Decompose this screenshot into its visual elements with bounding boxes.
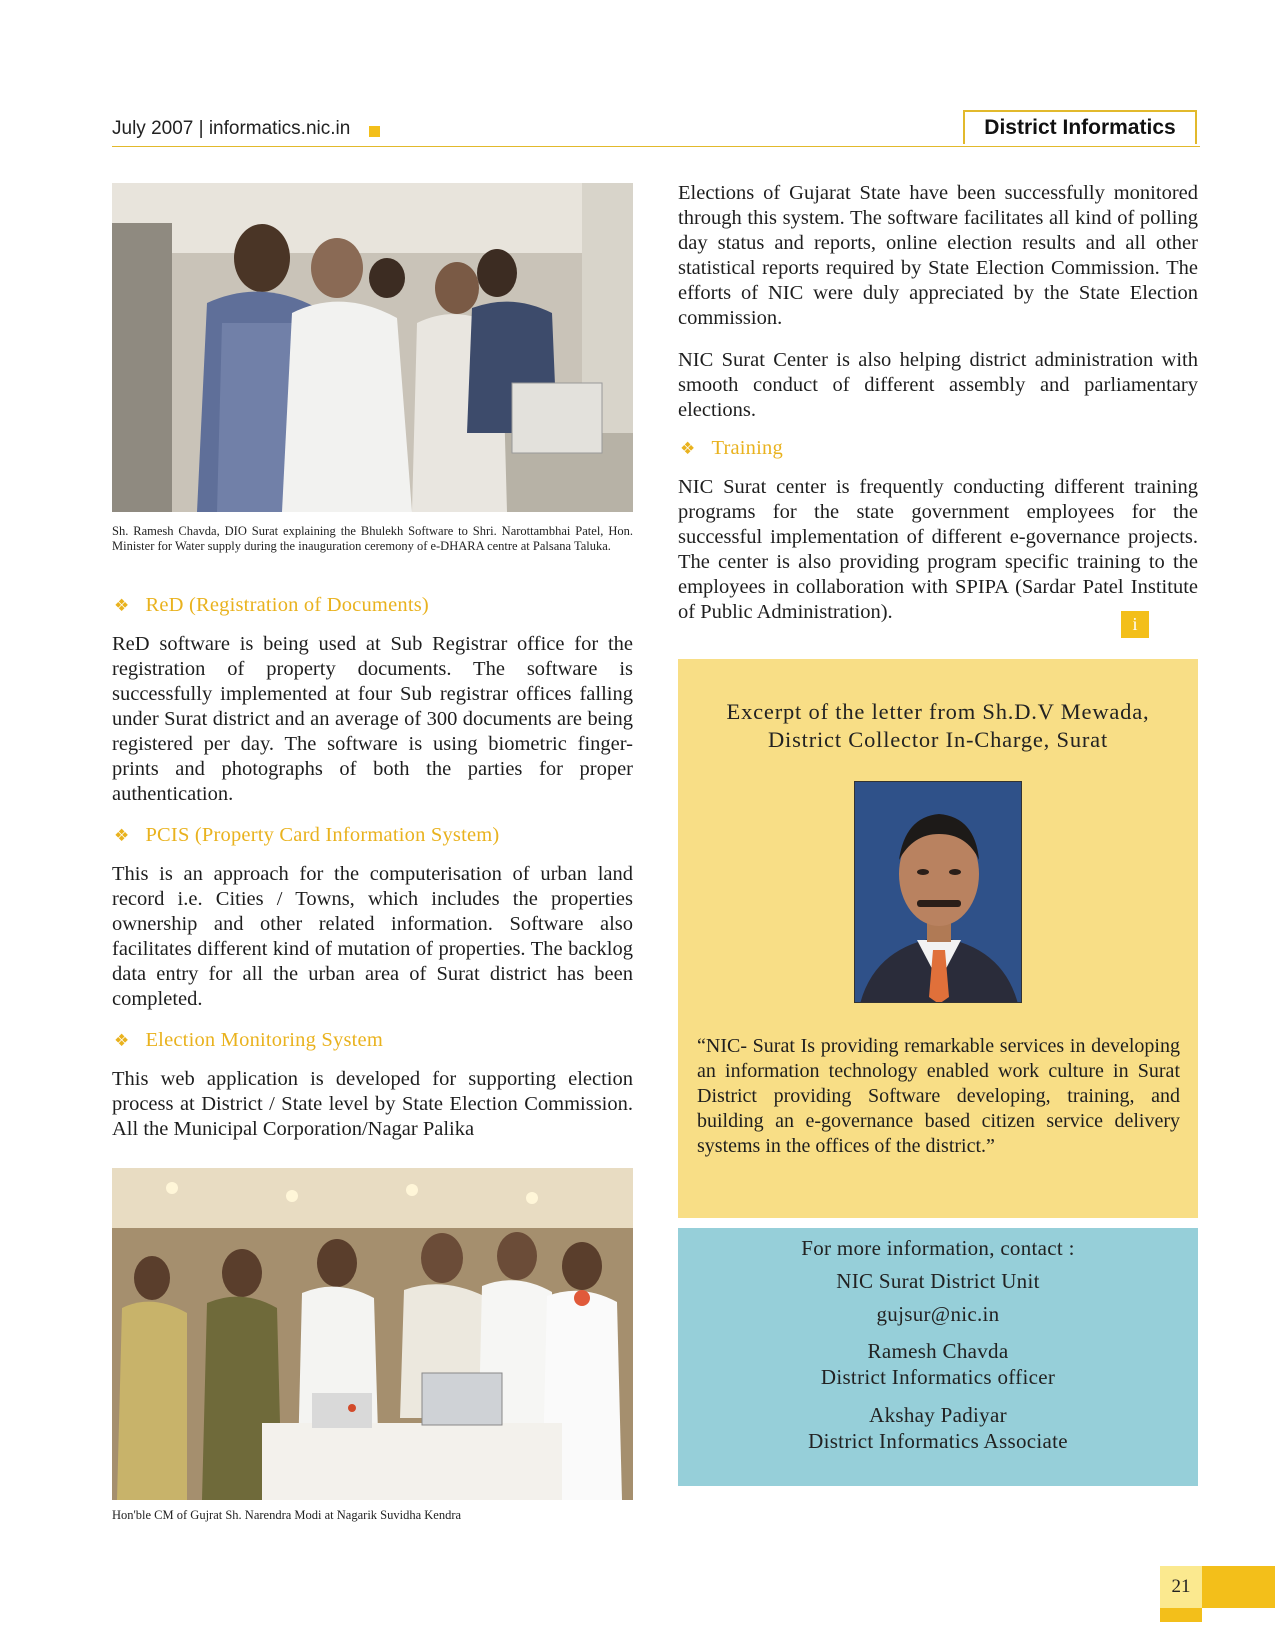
section-title: District Informatics xyxy=(963,110,1197,144)
section-heading-pcis xyxy=(114,824,499,847)
section-body-ems: This web application is developed for supporting election process at District / State level by State Election Commission. All the Municipal Corporation/Nagar Palika xyxy=(112,1068,633,1140)
portrait-photo xyxy=(854,781,1022,1003)
page-number-bar xyxy=(1202,1566,1275,1608)
header-issue-info: July 2007 | informatics.nic.in xyxy=(112,118,351,139)
contact-name: Ramesh Chavda xyxy=(867,1339,1009,1363)
diamond-bullet-icon: ❖ xyxy=(680,438,696,459)
letter-quote: “NIC- Surat Is providing remarkable services in developing an information technology enabled work culture in Surat District providing Software developing, training, and building an e-governance based citizen service delivery systems in the offices of the district.” xyxy=(697,1035,1180,1157)
section-heading-ems xyxy=(114,1029,383,1052)
diamond-bullet-icon: ❖ xyxy=(114,825,130,846)
photo-caption: Sh. Ramesh Chavda, DIO Surat explaining the Bhulekh Software to Shri. Narottambhai Patel, Hon. Minister for Water supply during the inauguration ceremony of e-DHARA centre at Palsana Taluka. xyxy=(112,524,633,553)
section-body-red: ReD software is being used at Sub Registrar office for the registration of property documents. The software is successfully implemented at four Sub registrar offices falling under Surat district and an average of 300 documents are being registered per day. The software is using biometric finger-prints and photographs of both the parties for proper authentication. xyxy=(112,633,633,805)
page-number: 21 xyxy=(1160,1566,1202,1608)
photo-cm-visit xyxy=(112,1168,633,1500)
paragraph-training: NIC Surat center is frequently conducting different training programs for the state government employees for the successful implementation of different e-governance projects. The center is also providing program specific training to the employees in collaboration with SPIPA (Sardar Patel Institute of Public Administration). xyxy=(678,476,1198,623)
info-icon: i xyxy=(1121,611,1149,638)
contact-intro: For more information, contact : xyxy=(801,1236,1075,1260)
contact-role: District Informatics officer xyxy=(820,1365,1056,1389)
contact-name: Akshay Padiyar xyxy=(869,1403,1007,1427)
section-heading-text: Election Monitoring System xyxy=(145,1029,383,1051)
section-heading-text: ReD (Registration of Documents) xyxy=(145,594,429,616)
contact-role: District Informatics Associate xyxy=(808,1429,1068,1453)
contact-email-link[interactable]: gujsur@nic.in xyxy=(876,1302,1000,1326)
letter-title-line: Excerpt of the letter from Sh.D.V Mewada, xyxy=(726,699,1150,724)
contact-unit: NIC Surat District Unit xyxy=(836,1269,1040,1293)
header-rule xyxy=(112,146,1200,147)
section-heading-text: Training xyxy=(711,437,783,459)
section-heading-red xyxy=(114,594,429,617)
section-heading-text: PCIS (Property Card Information System) xyxy=(145,824,500,846)
photo-caption: Hon'ble CM of Gujrat Sh. Narendra Modi at Nagarik Suvidha Kendra xyxy=(112,1508,462,1522)
section-heading-training xyxy=(680,437,783,460)
page-number-underbar xyxy=(1160,1608,1202,1622)
paragraph-election-monitoring: Elections of Gujarat State have been successfully monitored through this system. The software facilitates all kind of polling day status and reports, online election results and all other statistical reports required by State Election Commission. The efforts of NIC were duly appreciated by the State Election commission. xyxy=(678,182,1198,329)
photo-inauguration xyxy=(112,183,633,512)
diamond-bullet-icon: ❖ xyxy=(114,595,130,616)
letter-excerpt-title xyxy=(678,698,1198,754)
section-body-pcis: This is an approach for the computerisation of urban land record i.e. Cities / Towns, which includes the properties ownership and other related information. Software also facilitates different kind of mutation of properties. The backlog data entry for all the urban area of Surat district has been completed. xyxy=(112,863,633,1010)
letter-title-line: District Collector In-Charge, Surat xyxy=(767,727,1108,752)
header-square-icon xyxy=(369,126,380,137)
diamond-bullet-icon: ❖ xyxy=(114,1030,130,1051)
paragraph-nic-surat-elections: NIC Surat Center is also helping district administration with smooth conduct of different assembly and parliamentary elections. xyxy=(678,349,1198,421)
